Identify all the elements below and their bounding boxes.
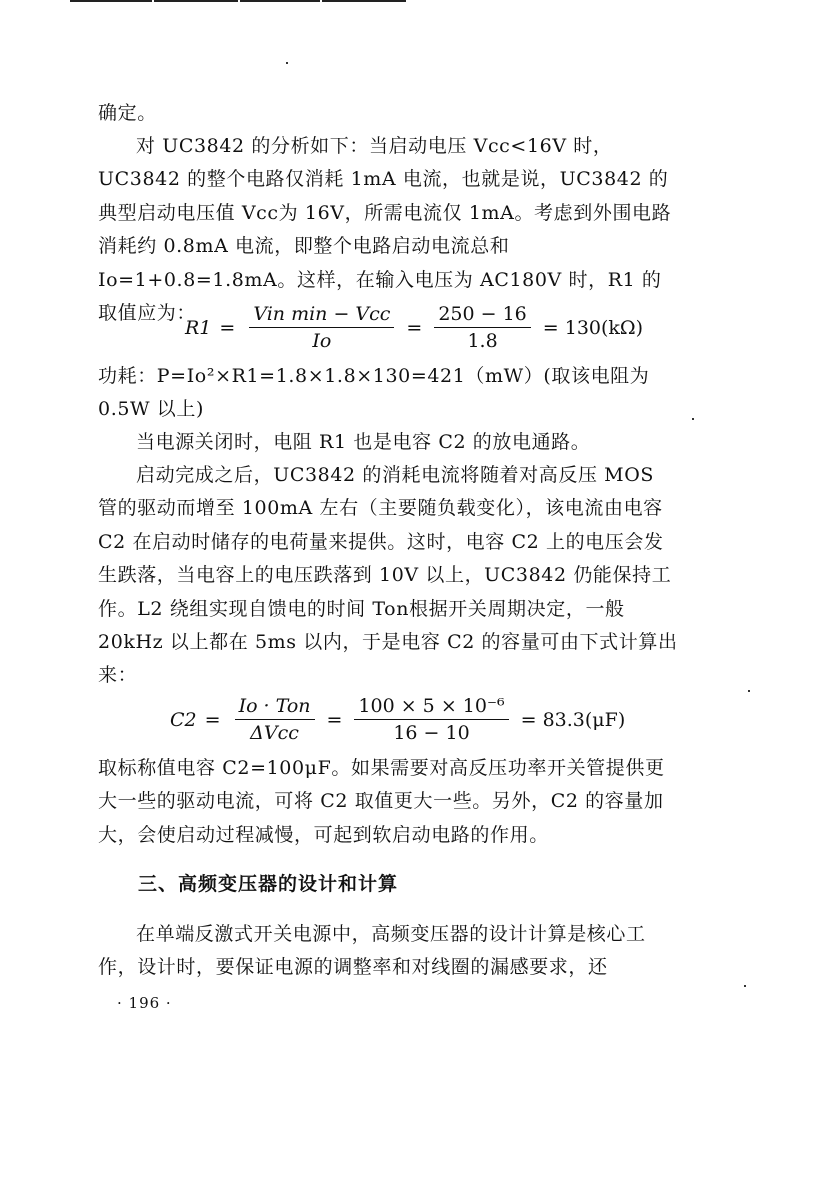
formula-r1-symbolic-fraction	[249, 303, 394, 352]
paragraph-3: 当电源关闭时，电阻 R1 也是电容 C2 的放电通路。	[136, 431, 591, 453]
paragraph-5: 取标称值电容 C2=100μF。如果需要对高反压功率开关管提供更大一些的驱动电流，可将 C2 取值更大一些。另外，C2 的容量加大，会使启动过程减慢，可起到软启动电路的作用。	[98, 757, 665, 846]
formula-r1-num2: 250 − 16	[434, 303, 530, 328]
paragraph-2: 功耗：P=Io²×R1=1.8×1.8×130=421（mW）(取该电阻为 0.5W 以上)	[98, 365, 650, 421]
scan-speck	[748, 690, 750, 692]
scan-speck	[692, 418, 694, 420]
top-border-line	[70, 0, 406, 2]
formula-r1-result: = 130(kΩ)	[542, 316, 644, 339]
formula-r1-numeric-fraction	[434, 303, 530, 352]
formula-c2-eq2: =	[326, 708, 343, 731]
formula-r1-num1: Vin min − Vcc	[249, 303, 394, 328]
formula-r1-eq: =	[219, 316, 236, 339]
formula-c2-lhs: C2	[170, 708, 197, 731]
formula-c2-den2: 16 − 10	[393, 722, 470, 744]
paragraph-6: 在单端反激式开关电源中，高频变压器的设计计算是核心工作，设计时，要保证电源的调整率和对线圈的漏感要求，还	[98, 923, 646, 979]
formula-c2-numeric-fraction	[354, 695, 508, 744]
paragraph-0: 确定。	[98, 102, 157, 124]
scan-speck	[286, 62, 288, 64]
section-heading: 三、高频变压器的设计和计算	[138, 873, 399, 895]
paragraph-4: 启动完成之后，UC3842 的消耗电流将随着对高反压 MOS 管的驱动而增至 100mA 左右（主要随负载变化），该电流由电容 C2 在启动时储存的电荷量来提供。这时，电容 C2 上的电压会发生跌落，当电容上的电压跌落到 10V 以上，UC3842 仍能保持工作。L2 绕组实现自馈电的时间 Ton根据开关周期决定，一般 20kHz 以上都在 5ms 以内，于是电容 C2 的容量可由下式计算出来：	[98, 464, 678, 687]
formula-c2	[170, 695, 625, 744]
formula-r1	[185, 303, 643, 352]
formula-c2-num2: 100 × 5 × 10⁻⁶	[354, 695, 508, 720]
formula-r1-den2: 1.8	[467, 330, 498, 352]
formula-c2-num1: Io · Ton	[235, 695, 315, 720]
formula-r1-den1: Io	[312, 330, 332, 352]
formula-r1-eq2: =	[406, 316, 423, 339]
page-number: · 196 ·	[117, 994, 172, 1012]
formula-c2-symbolic-fraction	[235, 695, 315, 744]
formula-c2-den1: ΔVcc	[250, 722, 299, 744]
formula-c2-eq: =	[204, 708, 221, 731]
paragraph-1: 对 UC3842 的分析如下：当启动电压 Vcc<16V 时，UC3842 的整个电路仅消耗 1mA 电流，也就是说，UC3842 的典型启动电压值 Vcc为 16V，所需电流仅 1mA。考虑到外围电路消耗约 0.8mA 电流，即整个电路启动电流总和 Io=1+0.8=1.8mA。这样，在输入电压为 AC180V 时，R1 的取值应为：	[98, 135, 672, 325]
formula-c2-result: = 83.3(μF)	[520, 708, 626, 731]
scan-speck	[744, 985, 746, 987]
formula-r1-lhs: R1	[185, 316, 212, 339]
